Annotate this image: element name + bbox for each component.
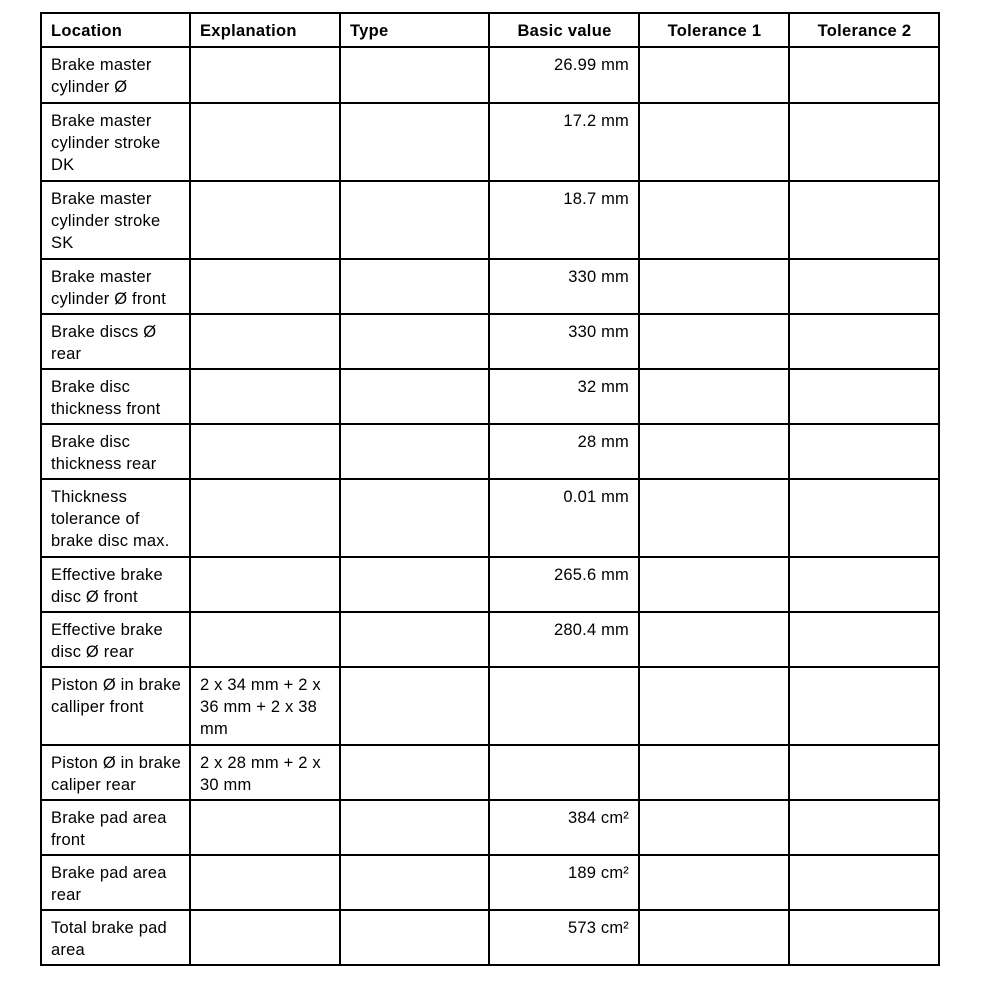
- cell-tolerance-2: [789, 424, 939, 479]
- cell-tolerance-1: [639, 259, 789, 314]
- cell-type: [340, 369, 489, 424]
- table-row: [41, 47, 939, 103]
- cell-explanation: [190, 103, 340, 181]
- cell-basic-value: 26.99 mm: [489, 47, 639, 103]
- cell-location: Brake disc thickness front: [41, 369, 190, 424]
- cell-explanation: [190, 855, 340, 910]
- cell-location: Brake master cylinder stroke DK: [41, 103, 190, 181]
- cell-tolerance-1: [639, 667, 789, 745]
- cell-tolerance-2: [789, 855, 939, 910]
- cell-type: [340, 103, 489, 181]
- table-body: [41, 47, 939, 965]
- cell-tolerance-2: [789, 314, 939, 369]
- cell-explanation: [190, 612, 340, 667]
- cell-location: Brake discs Ø rear: [41, 314, 190, 369]
- cell-basic-value: 18.7 mm: [489, 181, 639, 259]
- cell-type: [340, 557, 489, 612]
- brake-spec-table: [40, 12, 940, 966]
- cell-explanation: [190, 479, 340, 557]
- table-row: [41, 424, 939, 479]
- cell-location: Piston Ø in brake calliper front: [41, 667, 190, 745]
- cell-tolerance-2: [789, 910, 939, 965]
- cell-tolerance-2: [789, 47, 939, 103]
- table-row: [41, 181, 939, 259]
- cell-type: [340, 479, 489, 557]
- cell-type: [340, 745, 489, 800]
- cell-tolerance-1: [639, 855, 789, 910]
- cell-basic-value: [489, 745, 639, 800]
- cell-type: [340, 855, 489, 910]
- cell-type: [340, 47, 489, 103]
- cell-tolerance-2: [789, 667, 939, 745]
- table-row: [41, 910, 939, 965]
- header-tolerance-2: Tolerance 2: [789, 13, 939, 47]
- cell-basic-value: [489, 667, 639, 745]
- header-tolerance-1: Tolerance 1: [639, 13, 789, 47]
- cell-location: Thickness tolerance of brake disc max.: [41, 479, 190, 557]
- cell-tolerance-2: [789, 259, 939, 314]
- table-row: [41, 314, 939, 369]
- cell-tolerance-2: [789, 800, 939, 855]
- cell-type: [340, 181, 489, 259]
- cell-explanation: 2 x 34 mm + 2 x 36 mm + 2 x 38 mm: [190, 667, 340, 745]
- cell-tolerance-2: [789, 181, 939, 259]
- cell-tolerance-2: [789, 745, 939, 800]
- cell-explanation: [190, 557, 340, 612]
- cell-tolerance-1: [639, 181, 789, 259]
- cell-type: [340, 259, 489, 314]
- cell-explanation: [190, 314, 340, 369]
- table-row: [41, 667, 939, 745]
- header-location: Location: [41, 13, 190, 47]
- cell-location: Piston Ø in brake caliper rear: [41, 745, 190, 800]
- cell-tolerance-1: [639, 910, 789, 965]
- cell-location: Effective brake disc Ø front: [41, 557, 190, 612]
- cell-tolerance-1: [639, 424, 789, 479]
- cell-type: [340, 612, 489, 667]
- cell-tolerance-1: [639, 479, 789, 557]
- cell-location: Brake master cylinder Ø: [41, 47, 190, 103]
- cell-location: Brake disc thickness rear: [41, 424, 190, 479]
- cell-tolerance-1: [639, 369, 789, 424]
- cell-location: Brake master cylinder Ø front: [41, 259, 190, 314]
- cell-basic-value: 32 mm: [489, 369, 639, 424]
- cell-location: Brake pad area front: [41, 800, 190, 855]
- cell-tolerance-1: [639, 103, 789, 181]
- cell-tolerance-2: [789, 369, 939, 424]
- cell-location: Brake pad area rear: [41, 855, 190, 910]
- cell-tolerance-1: [639, 47, 789, 103]
- table-row: [41, 855, 939, 910]
- cell-location: Brake master cylinder stroke SK: [41, 181, 190, 259]
- cell-type: [340, 667, 489, 745]
- cell-explanation: 2 x 28 mm + 2 x 30 mm: [190, 745, 340, 800]
- header-explanation: Explanation: [190, 13, 340, 47]
- table-row: [41, 259, 939, 314]
- cell-basic-value: 573 cm²: [489, 910, 639, 965]
- cell-type: [340, 800, 489, 855]
- cell-tolerance-2: [789, 479, 939, 557]
- cell-basic-value: 330 mm: [489, 259, 639, 314]
- cell-tolerance-1: [639, 612, 789, 667]
- cell-basic-value: 384 cm²: [489, 800, 639, 855]
- cell-tolerance-1: [639, 314, 789, 369]
- cell-basic-value: 28 mm: [489, 424, 639, 479]
- cell-explanation: [190, 181, 340, 259]
- cell-explanation: [190, 424, 340, 479]
- table-row: [41, 103, 939, 181]
- cell-type: [340, 424, 489, 479]
- cell-location: Total brake pad area: [41, 910, 190, 965]
- cell-explanation: [190, 369, 340, 424]
- cell-tolerance-2: [789, 103, 939, 181]
- table-row: [41, 557, 939, 612]
- table-header: [41, 13, 939, 47]
- table-row: [41, 369, 939, 424]
- table-row: [41, 479, 939, 557]
- cell-tolerance-1: [639, 800, 789, 855]
- cell-basic-value: 280.4 mm: [489, 612, 639, 667]
- cell-explanation: [190, 910, 340, 965]
- cell-basic-value: 330 mm: [489, 314, 639, 369]
- header-row: [41, 13, 939, 47]
- cell-tolerance-1: [639, 745, 789, 800]
- cell-basic-value: 17.2 mm: [489, 103, 639, 181]
- cell-tolerance-2: [789, 612, 939, 667]
- cell-type: [340, 910, 489, 965]
- header-basic-value: Basic value: [489, 13, 639, 47]
- cell-tolerance-1: [639, 557, 789, 612]
- table-row: [41, 800, 939, 855]
- cell-explanation: [190, 47, 340, 103]
- header-type: Type: [340, 13, 489, 47]
- cell-type: [340, 314, 489, 369]
- cell-basic-value: 189 cm²: [489, 855, 639, 910]
- cell-tolerance-2: [789, 557, 939, 612]
- table-row: [41, 612, 939, 667]
- cell-location: Effective brake disc Ø rear: [41, 612, 190, 667]
- table-row: [41, 745, 939, 800]
- cell-basic-value: 265.6 mm: [489, 557, 639, 612]
- cell-explanation: [190, 259, 340, 314]
- cell-basic-value: 0.01 mm: [489, 479, 639, 557]
- cell-explanation: [190, 800, 340, 855]
